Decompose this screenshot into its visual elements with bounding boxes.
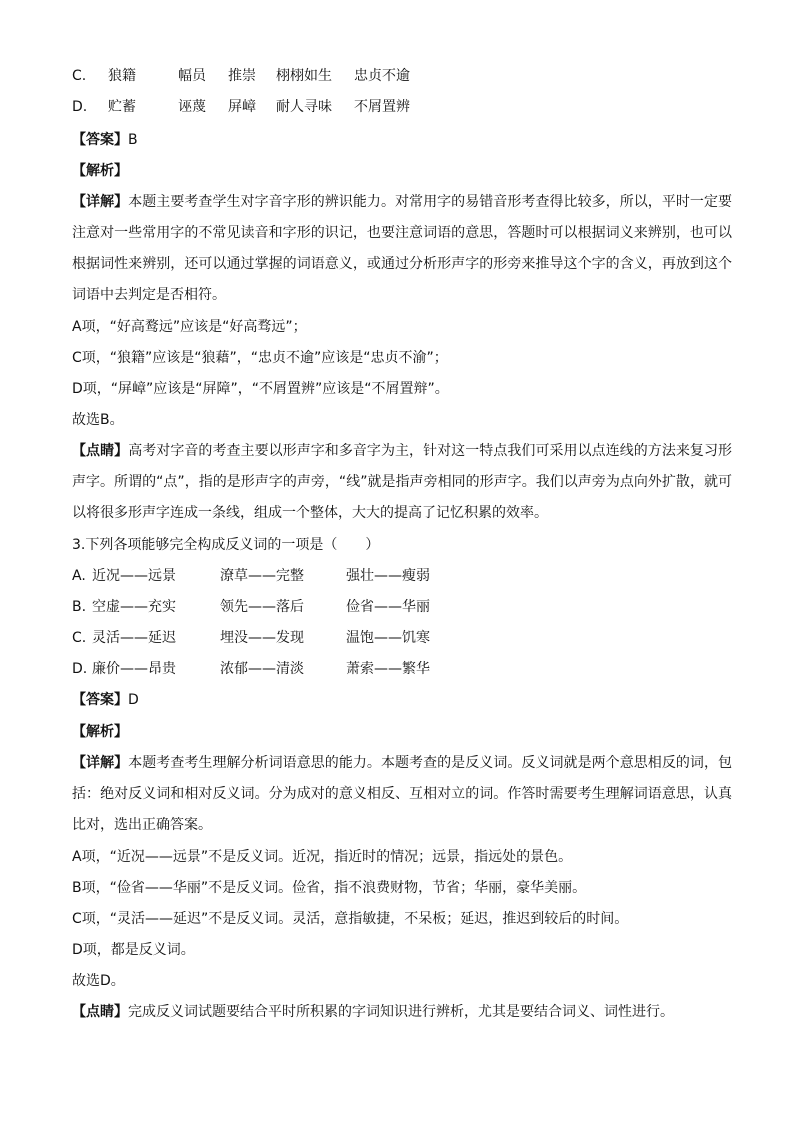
q3-item-b: B项，“俭省——华丽”不是反义词。俭省，指不浪费财物，节省；华丽，豪华美丽。 — [72, 880, 587, 896]
option-letter: D. — [72, 99, 88, 115]
option-pair: 灵活——延迟 — [92, 630, 176, 646]
q2-item-c: C项，“狼籍”应该是“狼藉”，“忠贞不逾”应该是“忠贞不渝”； — [72, 350, 448, 366]
answer-value: D — [128, 692, 139, 708]
tip-text: 完成反义词试题要结合平时所积累的字词知识进行辨析，尤其是要结合词义、词性进行。 — [128, 1004, 674, 1020]
q2-analysis-label: 【解析】 — [72, 163, 128, 179]
option-word: 诬蔑 — [178, 99, 206, 115]
option-pair: 强壮——瘦弱 — [346, 568, 430, 584]
answer-label: 【答案】 — [72, 132, 128, 148]
q3-tip — [72, 1002, 732, 1022]
answer-label: 【答案】 — [72, 692, 128, 708]
detail-label: 【详解】 — [72, 755, 129, 771]
option-letter: A. — [72, 568, 86, 584]
option-letter: B. — [72, 599, 87, 615]
q3-item-d: D项，都是反义词。 — [72, 942, 195, 958]
q3-option-a — [72, 566, 732, 586]
q3-stem: 3.下列各项能够完全构成反义词的一项是（ ） — [72, 537, 380, 553]
q2-option-c — [72, 66, 732, 86]
q3-analysis-label: 【解析】 — [72, 724, 128, 740]
option-pair: 领先——落后 — [220, 599, 304, 615]
detail-text: 本题主要考查学生对字音字形的辨识能力。对常用字的易错音形考查得比较多，所以，平时一定要注意对一些常用字的不常见读音和字形的识记，也要注意词语的意思，答题时可以根据词义来辨别，也可以根据词性来辨别，还可以通过掌握的词语意义，或通过分析形声字的形旁来推导这个字的含义，再放到这个词语中去判定是否相符。 — [72, 194, 733, 303]
option-letter: C. — [72, 68, 87, 84]
q2-conclusion: 故选B。 — [72, 412, 124, 428]
answer-value: B — [128, 132, 138, 148]
option-word: 耐人寻味 — [276, 99, 332, 115]
option-letter: D. — [72, 661, 88, 677]
q2-option-d — [72, 97, 732, 117]
option-pair: 空虚——充实 — [92, 599, 176, 615]
option-word: 不屑置辨 — [354, 99, 410, 115]
option-word: 屏嶂 — [228, 99, 256, 115]
option-pair: 廉价——昂贵 — [92, 661, 176, 677]
tip-label: 【点睛】 — [72, 443, 129, 459]
option-pair: 温饱——饥寒 — [346, 630, 430, 646]
option-word: 栩栩如生 — [276, 68, 332, 84]
q3-item-a: A项，“近况——远景”不是反义词。近况，指近时的情况；远景，指远处的景色。 — [72, 849, 573, 865]
option-pair: 俭省——华丽 — [346, 599, 430, 615]
option-pair: 近况——远景 — [92, 568, 176, 584]
option-word: 狼籍 — [108, 68, 136, 84]
q3-answer — [72, 690, 732, 710]
option-word: 忠贞不逾 — [354, 68, 410, 84]
q2-item-a: A项，“好高鹜远”应该是“好高骛远”； — [72, 319, 307, 335]
q2-detail — [72, 187, 732, 311]
option-word: 推崇 — [228, 68, 256, 84]
q2-answer — [72, 130, 732, 150]
option-word: 幅员 — [178, 68, 206, 84]
tip-text: 高考对字音的考查主要以形声字和多音字为主，针对这一特点我们可采用以点连线的方法来复习形声字。所谓的“点”，指的是形声字的声旁，“线”就是指声旁相同的形声字。我们以声旁为点向外扩散，就可以将很多形声字连成一条线，组成一个整体，大大的提高了记忆积累的效率。 — [72, 443, 733, 521]
q3-detail — [72, 748, 732, 841]
q3-option-c — [72, 628, 732, 648]
option-pair: 潦草——完整 — [220, 568, 304, 584]
option-pair: 埋没——发现 — [220, 630, 304, 646]
q3-option-b — [72, 597, 732, 617]
option-word: 贮蓄 — [108, 99, 136, 115]
q2-item-d: D项，“屏嶂”应该是“屏障”，“不屑置辨”应该是“不屑置辩”。 — [72, 381, 449, 397]
option-pair: 萧索——繁华 — [346, 661, 430, 677]
option-letter: C. — [72, 630, 87, 646]
detail-text: 本题考查考生理解分析词语意思的能力。本题考查的是反义词。反义词就是两个意思相反的词，包括：绝对反义词和相对反义词。分为成对的意义相反、互相对立的词。作答时需要考生理解词语意思，认真比对，选出正确答案。 — [72, 755, 733, 833]
option-pair: 浓郁——清淡 — [220, 661, 304, 677]
tip-label: 【点睛】 — [72, 1004, 128, 1020]
detail-label: 【详解】 — [72, 194, 129, 210]
q3-conclusion: 故选D。 — [72, 973, 125, 989]
q3-item-c: C项，“灵活——延迟”不是反义词。灵活，意指敏捷，不呆板；延迟，推迟到较后的时间。 — [72, 911, 629, 927]
q3-option-d — [72, 659, 732, 679]
q2-tip — [72, 436, 732, 529]
